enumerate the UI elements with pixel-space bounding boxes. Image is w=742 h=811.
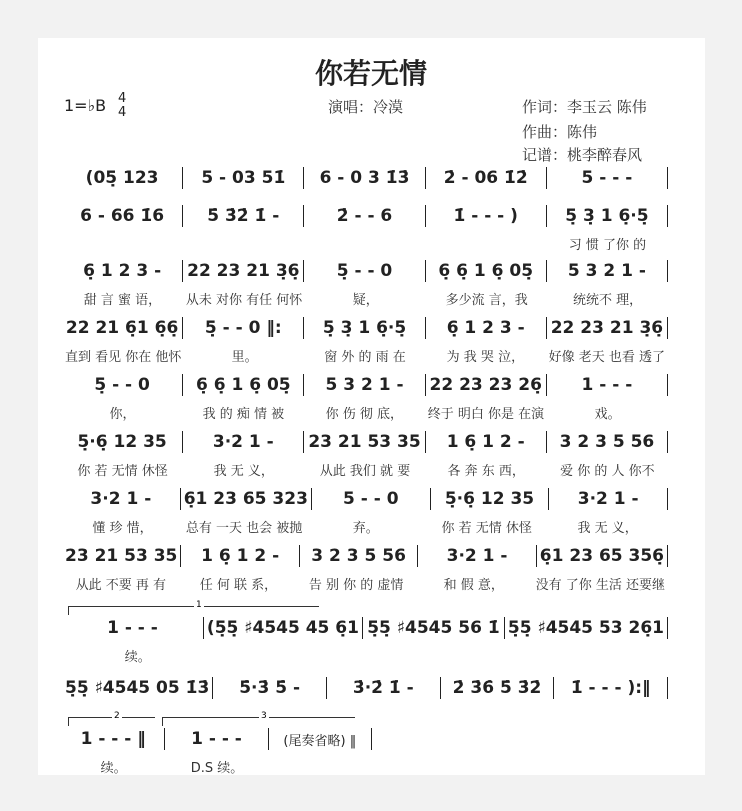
measure: 5̣·6̣ 12 35 bbox=[62, 431, 183, 453]
lyric-segment: 我 无 义， bbox=[577, 521, 638, 536]
notes-line bbox=[62, 165, 668, 191]
lyric-segment: 告 别 你 的 虚情 bbox=[308, 578, 404, 593]
measure: 22 23 21 3̣6̣ bbox=[547, 317, 668, 339]
measure: 6 - 0 3 1̇3̇ bbox=[304, 167, 425, 189]
measure: 1 - - - ‖ bbox=[62, 728, 165, 750]
measure: 3 2 3 5 56 bbox=[300, 545, 418, 567]
measure: 5 - - - bbox=[547, 167, 668, 189]
lyric-segment bbox=[214, 646, 366, 665]
measure: 5̣ - - 0 bbox=[62, 374, 183, 396]
score-line bbox=[62, 486, 668, 536]
notes-line bbox=[62, 486, 668, 512]
lyrics-line bbox=[62, 403, 668, 422]
notes-line bbox=[62, 429, 668, 455]
song-title: 你若无情 bbox=[314, 57, 427, 90]
measure: 5̇ 3̇2̇ 1̇ - bbox=[183, 205, 304, 227]
lyric-segment: 各 奔 东 西， bbox=[447, 464, 525, 479]
volta-bracket bbox=[68, 711, 155, 726]
volta-bracket bbox=[162, 711, 355, 726]
lyrics-line bbox=[62, 289, 668, 308]
measure: 23 21 53 35 bbox=[62, 545, 181, 567]
score-line bbox=[62, 315, 668, 365]
lyric-segment: 没有 了你 生活 还要继 bbox=[535, 578, 666, 593]
lyrics-line bbox=[62, 234, 668, 253]
measure: 5̣5̣ ♯4545 05 1̇3̇ bbox=[62, 677, 213, 699]
lyricist: 作词：李玉云 陈伟 bbox=[522, 98, 647, 116]
measure: 2̇ - 06 1̇2̇ bbox=[426, 167, 547, 189]
lyric-segment: 好像 老天 也看 透了 bbox=[548, 350, 665, 365]
lyric-segment: 从此 我们 就 要 bbox=[319, 464, 411, 479]
lyric-segment bbox=[517, 646, 669, 665]
lyric-segment: 多少流 言，我 bbox=[445, 293, 528, 308]
measure: (5̣5̣ ♯4545 45 6̣1 bbox=[204, 617, 363, 639]
lyric-segment bbox=[304, 234, 425, 253]
measure: 5 - 03 51̇ bbox=[183, 167, 304, 189]
notes-line bbox=[62, 675, 668, 701]
notes-line bbox=[62, 615, 668, 641]
score-line bbox=[62, 258, 668, 308]
notation-author: 记谱：桃李醉春风 bbox=[522, 146, 643, 164]
volta-label: 3 bbox=[261, 711, 267, 721]
score-line bbox=[62, 543, 668, 593]
lyric-segment: 直到 看见 你在 他怀 bbox=[65, 350, 182, 365]
lyric-segment bbox=[365, 646, 517, 665]
lyric-segment: 我 的 痴 情 被 bbox=[202, 407, 285, 422]
lyrics-line bbox=[62, 460, 668, 479]
measure: 5̣ 3̣ 1 6̣·5̣ bbox=[304, 317, 425, 339]
volta-bracket bbox=[68, 600, 319, 615]
notes-line bbox=[62, 258, 668, 284]
lyric-segment: 疑， bbox=[352, 293, 379, 308]
measure: 3 2 3 5 56 bbox=[547, 431, 668, 453]
score-line bbox=[62, 675, 668, 706]
score-line bbox=[62, 726, 372, 776]
lyric-segment: 统统不 理， bbox=[573, 293, 643, 308]
score-line bbox=[62, 165, 668, 196]
lyric-segment: 爱 你 的 人 你不 bbox=[560, 464, 655, 479]
measure: 5̣5̣ ♯4545 56 1̇ bbox=[363, 617, 505, 639]
measure: 5̣·6̣ 12 35 bbox=[431, 488, 550, 510]
lyric-segment bbox=[269, 757, 372, 776]
notes-line bbox=[62, 372, 668, 398]
measure: 3·2 1 - bbox=[549, 488, 668, 510]
time-bottom: 4 bbox=[118, 105, 127, 120]
volta-label: 1 bbox=[196, 600, 202, 610]
key-signature: 1=♭B bbox=[64, 96, 107, 115]
lyric-segment: 窗 外 的 雨 在 bbox=[324, 350, 406, 365]
measure: 6̣1 23 65 323 bbox=[181, 488, 312, 510]
measure: 1̇ - - - ):‖ bbox=[554, 677, 668, 699]
measure: 1 6̣ 1 2 - bbox=[426, 431, 547, 453]
measure: 5 3 2 1 - bbox=[547, 260, 668, 282]
lyric-segment: 续。 bbox=[100, 761, 127, 776]
measure: 2̇ 3̇6̇ 5̇ 3̇2̇ bbox=[441, 677, 555, 699]
measure: (05̣ 123 bbox=[62, 167, 183, 189]
measure: 3·2 1 - bbox=[62, 488, 181, 510]
measure: 6 - 66 1̇6 bbox=[62, 205, 183, 227]
score-line bbox=[62, 429, 668, 479]
time-signature bbox=[118, 92, 126, 120]
notes-line bbox=[62, 315, 668, 341]
measure: 1̇ - - - ) bbox=[426, 205, 547, 227]
lyric-segment: 我 无 义， bbox=[213, 464, 274, 479]
lyric-segment: D.S 续。 bbox=[190, 761, 244, 776]
measure: 1 6̣ 1 2 - bbox=[181, 545, 299, 567]
lyrics-line bbox=[62, 517, 668, 536]
measure: 22 21 6̣1 6̣6̣ bbox=[62, 317, 183, 339]
lyric-segment: 你 若 无情 休怪 bbox=[77, 464, 168, 479]
lyric-segment: 习 惯 了你 的 bbox=[568, 238, 647, 253]
measure: 5̣5̣ ♯4545 53 26̣1 bbox=[505, 617, 668, 639]
lyric-segment bbox=[426, 234, 547, 253]
measure: 3̇·2̇ 1̇ - bbox=[327, 677, 441, 699]
lyric-segment: 里。 bbox=[231, 350, 258, 365]
lyric-segment: 任 何 联 系， bbox=[199, 578, 278, 593]
lyric-segment bbox=[62, 234, 183, 253]
lyric-segment: 戏。 bbox=[594, 407, 621, 422]
lyric-segment: 你 若 无情 休怪 bbox=[441, 521, 532, 536]
notes-line bbox=[62, 543, 668, 569]
measure: (尾奏省略) ‖ bbox=[269, 728, 372, 750]
lyrics-line bbox=[62, 346, 668, 365]
measure: 6̣1 23 65 356̣ bbox=[537, 545, 668, 567]
measure: 5̣ 3̣ 1 6̣·5̣ bbox=[547, 205, 668, 227]
lyrics-line bbox=[62, 646, 668, 665]
measure: 1 - - - bbox=[547, 374, 668, 396]
measure: 22 23 21 3̣6̣ bbox=[183, 260, 304, 282]
notes-line bbox=[62, 726, 372, 752]
time-top: 4 bbox=[118, 91, 127, 106]
lyric-segment: 甜 言 蜜 语， bbox=[83, 293, 162, 308]
measure: 5̣ - - 0 bbox=[304, 260, 425, 282]
composer: 作曲：陈伟 bbox=[522, 123, 598, 141]
measure: 1 - - - bbox=[62, 617, 204, 639]
lyric-segment: 续。 bbox=[124, 650, 151, 665]
measure: 2̇ - - 6 bbox=[304, 205, 425, 227]
measure: 3·2 1 - bbox=[418, 545, 536, 567]
volta-label: 2 bbox=[114, 711, 120, 721]
measure: 5̣ - - 0 ‖: bbox=[183, 317, 304, 339]
measure: 23 21 53 35 bbox=[304, 431, 425, 453]
measure: 1 - - - bbox=[165, 728, 268, 750]
measure: 5 - - 0 bbox=[312, 488, 431, 510]
score-line bbox=[62, 372, 668, 422]
measure: 5 3 2 1 - bbox=[304, 374, 425, 396]
lyric-segment: 弃。 bbox=[352, 521, 379, 536]
lyric-segment: 你， bbox=[109, 407, 136, 422]
lyrics-line bbox=[62, 757, 372, 776]
measure: 6̣ 1 2 3 - bbox=[426, 317, 547, 339]
measure: 5̇·3̇ 5̇ - bbox=[213, 677, 327, 699]
lyric-segment: 总有 一天 也会 被抛 bbox=[185, 521, 303, 536]
singer: 演唱：冷漠 bbox=[328, 98, 404, 116]
measure: 6̣ 6̣ 1 6̣ 05̣ bbox=[426, 260, 547, 282]
measure: 22 23 23 26̣ bbox=[426, 374, 547, 396]
lyric-segment: 你 伤 彻 底， bbox=[325, 407, 403, 422]
lyric-segment: 终于 明白 你是 在演 bbox=[427, 407, 545, 422]
lyrics-line bbox=[62, 574, 668, 593]
lyric-segment bbox=[183, 234, 304, 253]
lyric-segment: 从未 对你 有任 何怀 bbox=[185, 293, 303, 308]
measure: 3·2 1 - bbox=[183, 431, 304, 453]
lyric-segment: 懂 珍 惜， bbox=[92, 521, 153, 536]
score-line bbox=[62, 615, 668, 665]
notes-line bbox=[62, 203, 668, 229]
lyric-segment: 和 假 意， bbox=[443, 578, 504, 593]
lyric-segment: 为 我 哭 泣， bbox=[446, 350, 525, 365]
measure: 6̣ 1 2 3 - bbox=[62, 260, 183, 282]
measure: 6̣ 6̣ 1 6̣ 05̣ bbox=[183, 374, 304, 396]
lyric-segment: 从此 不要 再 有 bbox=[75, 578, 167, 593]
score-line bbox=[62, 203, 668, 253]
